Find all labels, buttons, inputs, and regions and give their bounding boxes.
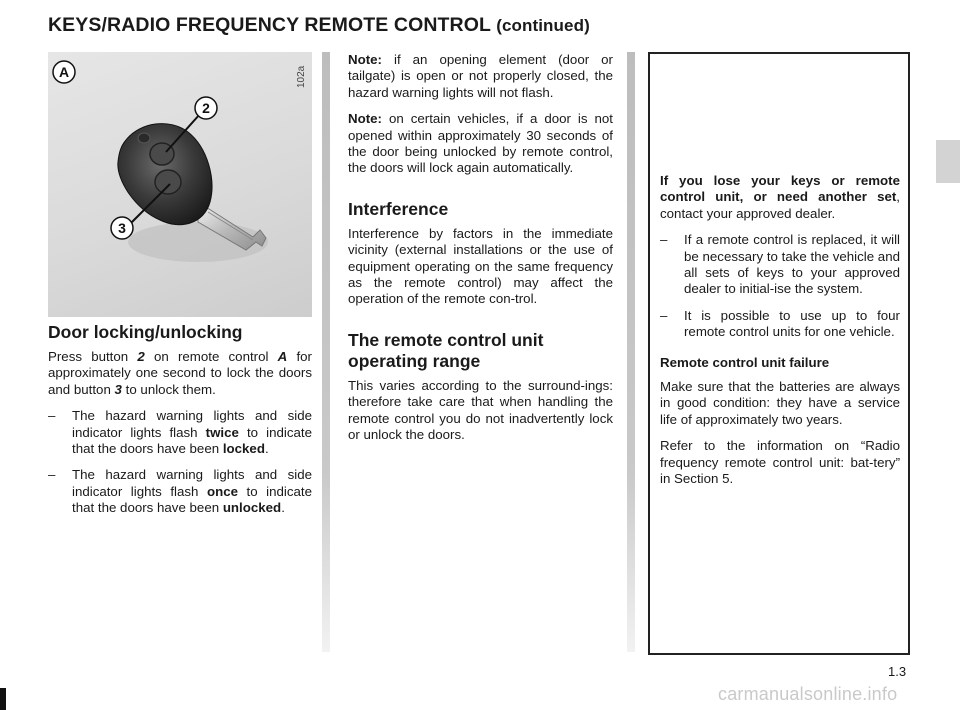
note-label: Note: [348, 111, 382, 127]
intro-text-3: for approximately one second to lock the doors and button [48, 349, 312, 397]
intro-remote-a: A [277, 349, 288, 364]
column-divider-2 [627, 52, 635, 652]
note-1 [348, 52, 613, 101]
page-title [48, 14, 590, 37]
lose-keys-text [660, 173, 900, 222]
dash: – [660, 307, 668, 323]
notes-section [348, 52, 613, 454]
title-continued: (continued) [496, 16, 590, 35]
watermark: carmanualsonline.info [718, 684, 898, 704]
item-bold-locked: locked [222, 441, 265, 457]
range-text: This varies according to the surround-ings: therefore take care that when handling the remote control you do not inadvertently lock or unlock the doors. [348, 377, 613, 443]
list-item-replaced [660, 232, 900, 298]
door-locking-intro [48, 349, 312, 398]
dash: – [48, 408, 56, 424]
range-heading: The remote control unit operating range [348, 329, 544, 371]
note-text: on certain vehicles, if a door is not opened within approximately 30 seconds of the door being unlocked by remote control, the doors will lock again automatically. [348, 111, 613, 176]
intro-text-2: on remote control [144, 349, 278, 364]
key-photo [48, 52, 312, 317]
interference-heading: Interference [348, 198, 449, 219]
list-item-four-units [660, 308, 900, 341]
dash: – [48, 467, 56, 483]
item-bold-once: once [206, 483, 239, 499]
item-text: The hazard warning lights and side indicator lights flash [72, 408, 312, 440]
intro-button-3: 3 [114, 381, 122, 397]
label-a: A [58, 64, 70, 80]
item-bold-twice: twice [205, 424, 239, 440]
title-main: KEYS/RADIO FREQUENCY REMOTE CONTROL [48, 14, 491, 36]
failure-text: Make sure that the batteries are always in good condition: they have a service life of approximately two years. [660, 379, 900, 427]
lose-keys-rest: , contact your approved dealer. [660, 189, 900, 221]
label-2: 2 [202, 100, 210, 116]
unlock-button-3 [155, 170, 181, 194]
item-text: . [281, 500, 285, 516]
label-3: 3 [118, 220, 126, 236]
note-2 [348, 111, 613, 177]
intro-text-1: Press button [48, 349, 138, 364]
item-text: to indicate that the doors have been [72, 483, 312, 516]
section-tab [936, 140, 960, 183]
door-locking-heading: Door locking/unlocking [48, 322, 243, 342]
list-item-locked [48, 408, 312, 457]
failure-heading: Remote control unit failure [660, 354, 830, 370]
interference-text: Interference by factors in the immediate vicinity (external installations or the use of equipment operating on the same frequency as the remote control) may affect the operation of the remote con-trol. [348, 225, 613, 307]
key-illustration [48, 52, 312, 317]
note-text: if an opening element (door or tailgate) is open or not properly closed, the hazard warning lights will not flash. [348, 52, 613, 100]
lose-keys-bold: If you lose your keys or remote control unit, or need another set [660, 173, 900, 205]
intro-text-4: to unlock them. [121, 381, 216, 397]
corner-mark [0, 688, 6, 710]
item-text: to indicate that the doors have been [72, 424, 312, 457]
dash: – [660, 232, 668, 248]
item-text: The hazard warning lights and side indicator lights flash [72, 467, 312, 499]
column-divider-1 [322, 52, 330, 652]
note-label: Note: [348, 52, 382, 67]
page-number: 1.3 [888, 664, 907, 679]
info-box-content [660, 173, 900, 498]
refer-text: Refer to the information on “Radio frequency remote control unit: bat-tery” in Section 5. [660, 438, 900, 487]
item-text: . [264, 441, 269, 457]
item-bold-unlocked: unlocked [222, 500, 282, 516]
list-item-unlocked [48, 467, 312, 516]
door-locking-section [48, 322, 312, 527]
item-text: It is possible to use up to four remote control units for one vehicle. [684, 307, 900, 340]
key-led [138, 133, 150, 143]
item-text: If a remote control is replaced, it will be necessary to take the vehicle and all sets of keys to your approved dealer to initial-ise the system. [684, 232, 900, 297]
intro-button-2: 2 [137, 349, 145, 364]
figure-ref: 102a [296, 65, 307, 88]
